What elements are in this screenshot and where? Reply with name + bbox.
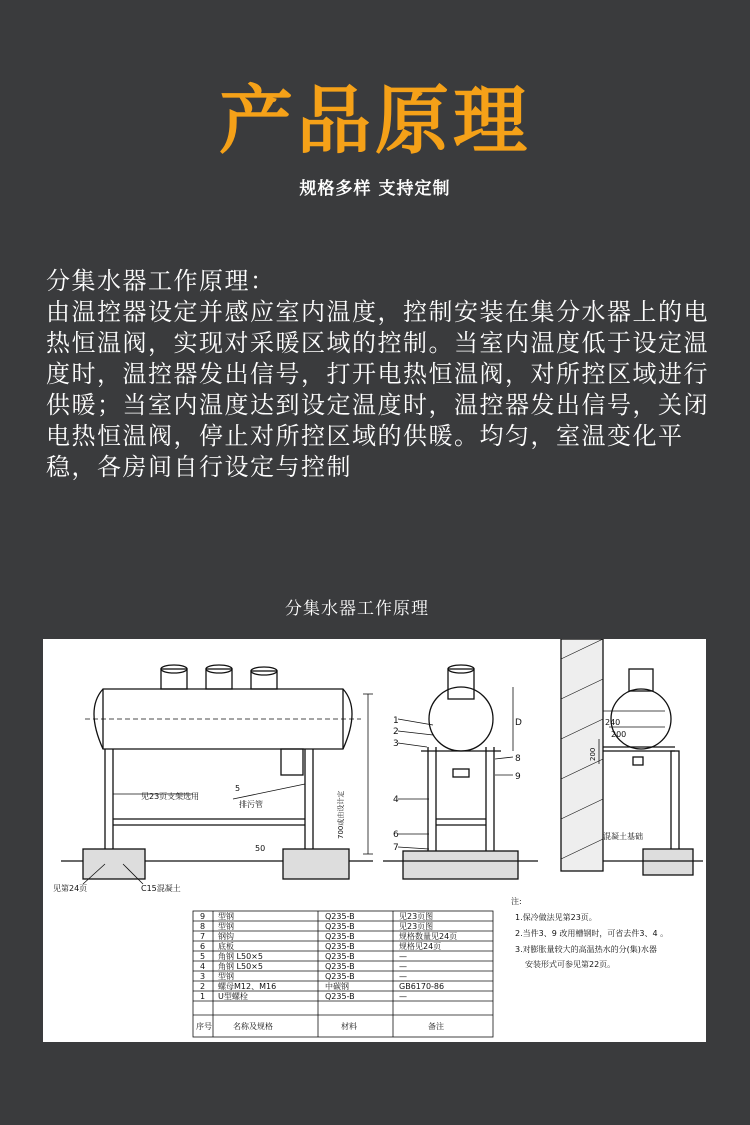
table-cell: 见23页图 [399, 912, 434, 921]
technical-drawing [43, 639, 706, 1042]
table-header: 备注 [428, 1022, 444, 1031]
label-support: 见23页支架选用 [141, 792, 200, 801]
label-height: 700或由设计定 [337, 790, 345, 839]
label-3: 3 [393, 739, 399, 749]
table-cell: — [399, 962, 407, 971]
table-cell: 螺母M12、M16 [218, 982, 277, 991]
table-cell: 角钢 L50×5 [218, 952, 263, 961]
note-item: 1.保冷做法见第23页。 [515, 913, 597, 922]
description-block [46, 266, 711, 483]
table-cell: 见23页图 [399, 922, 434, 931]
label-5: 5 [235, 784, 241, 793]
table-cell: 中碳钢 [325, 982, 349, 991]
label-7: 7 [393, 843, 399, 853]
figure-caption: 分集水器工作原理 [285, 599, 429, 619]
table-cell: — [399, 952, 407, 961]
table-cell: 8 [200, 922, 206, 931]
table-cell: Q235-B [325, 962, 355, 971]
table-cell: Q235-B [325, 942, 355, 951]
label-d: D [515, 718, 522, 728]
table-cell: Q235-B [325, 952, 355, 961]
note-item: 安装形式可参见第22页。 [525, 960, 616, 969]
table-cell: Q235-B [325, 912, 355, 921]
table-cell: — [399, 992, 407, 1001]
table-cell: 规格见24页 [399, 942, 442, 951]
label-8: 8 [515, 754, 521, 764]
table-cell: 7 [200, 932, 206, 941]
notes-block [511, 896, 668, 969]
table-cell: 角钢 L50×5 [218, 962, 263, 971]
label-4: 4 [393, 795, 399, 805]
table-cell: 底板 [218, 942, 234, 951]
note-item: 2.当件3、9 改用槽钢时，可省去件3、4 。 [515, 929, 669, 938]
label-50: 50 [255, 844, 266, 853]
table-header: 名称及规格 [233, 1022, 273, 1031]
manifold-front-view [61, 665, 373, 884]
table-cell: 2 [200, 982, 206, 991]
table-cell: U型螺栓 [218, 992, 248, 1001]
page-title: 产品原理 [219, 78, 531, 164]
table-cell: 9 [200, 912, 206, 921]
note-item: 3.对膨胀量较大的高温热水的分(集)水器 [515, 945, 657, 954]
table-cell: 1 [200, 992, 206, 1001]
label-200a: 200 [611, 730, 627, 739]
label-6: 6 [393, 830, 399, 840]
description-heading: 分集水器工作原理： [46, 267, 276, 295]
table-cell: 型钢 [218, 972, 234, 981]
label-drain: 排污管 [239, 800, 263, 809]
table-cell: 5 [200, 952, 206, 961]
table-cell: 型钢 [218, 912, 234, 921]
table-cell: Q235-B [325, 922, 355, 931]
label-9: 9 [515, 772, 521, 782]
label-2: 2 [393, 727, 399, 737]
table-header: 材料 [341, 1022, 357, 1031]
table-cell: GB6170-86 [399, 982, 445, 991]
label-see24: 见第24页 [53, 884, 88, 893]
table-cell: Q235-B [325, 992, 355, 1001]
table-cell: 钢钩 [218, 932, 234, 941]
table-cell: — [399, 972, 407, 981]
notes-title: 注: [511, 897, 522, 906]
label-1: 1 [393, 716, 399, 726]
table-cell: 3 [200, 972, 206, 981]
table-cell: 4 [200, 962, 206, 971]
table-cell: 6 [200, 942, 206, 951]
label-concrete: 混凝土基础 [603, 832, 643, 841]
label-200b: 200 [589, 747, 597, 761]
page-subtitle: 规格多样 支持定制 [299, 179, 451, 199]
table-cell: 规格数量见24页 [399, 932, 458, 941]
label-240: 240 [605, 718, 621, 727]
table-cell: Q235-B [325, 932, 355, 941]
table-cell: Q235-B [325, 972, 355, 981]
table-header: 序号 [196, 1022, 212, 1031]
table-cell: 型钢 [218, 922, 234, 931]
label-c15: C15混凝土 [141, 884, 181, 893]
description-text: 由温控器设定并感应室内温度，控制安装在集分水器上的电热恒温阀，实现对采暖区域的控制。当室内温度低于设定温度时，温控器发出信号，打开电热恒温阀，对所控区域进行供暖；当室内温度达到设定温度时，温控器发出信号，关闭电热恒温阀，停止对所控区域的供暖。均匀，室温变化平稳，各房间自行设定与控制 [46, 298, 709, 481]
